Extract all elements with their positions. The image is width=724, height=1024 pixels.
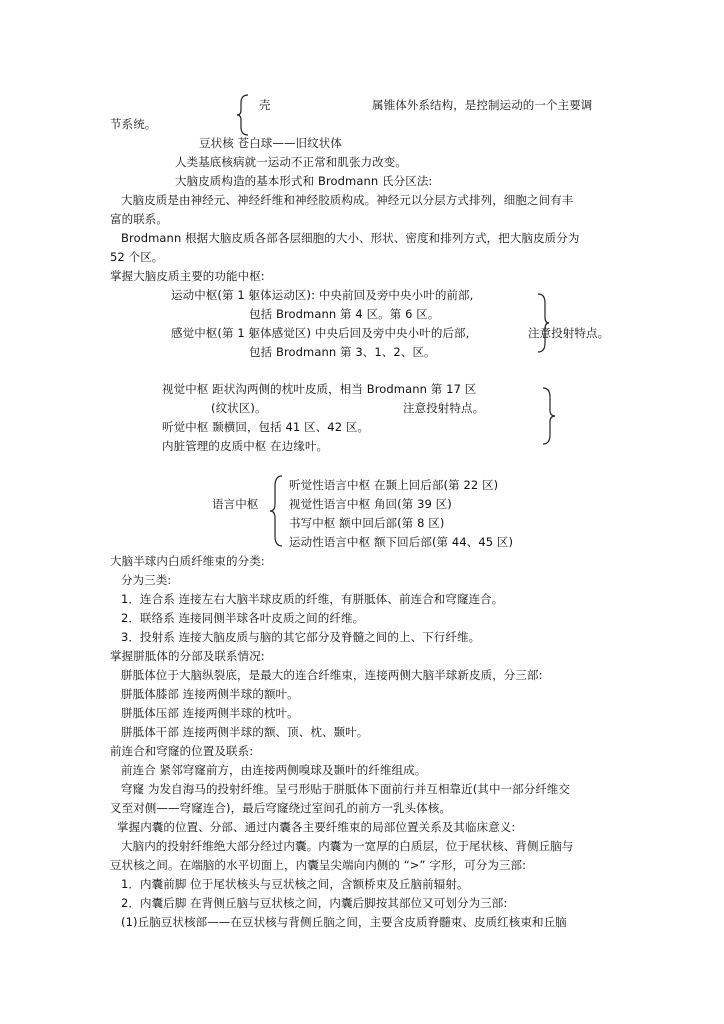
sensory-center-line: 感觉中枢(第 1 躯体感觉区) 中央后回及旁中央小叶的后部,: [171, 326, 470, 340]
corpus-callosum-intro: 胼胝体位于大脑纵裂底，是最大的连合纤维束，连接两侧大脑半球新皮质，分三部:: [121, 668, 543, 682]
disease-line: 人类基底核病就一运动不正常和肌张力改变。: [175, 155, 407, 169]
fiber-item: 2．联络系 连接同侧半球各叶皮质之间的纤维。: [121, 611, 365, 625]
capsule-item2: 2．内囊后脚 在背侧丘脑与豆状核之间，内囊后脚按其部位又可划分为三部:: [121, 896, 508, 910]
left-brace-language: [268, 475, 284, 547]
corpus-callosum-part: 胼胝体压部 连接两侧半球的枕叶。: [121, 706, 299, 720]
intro-line2: 节系统。: [110, 117, 157, 131]
visual-center-line: 视觉中枢 距状沟两侧的枕叶皮质，相当 Brodmann 第 17 区: [162, 382, 477, 396]
cortex-p2-line1: Brodmann 根据大脑皮质各部各层细胞的大小、形状、密度和排列方式，把大脑皮质分为: [121, 231, 580, 245]
fiber-item: 1．连合系 连接左右大脑半球皮质的纤维，有胼胝体、前连合和穹窿连合。: [121, 592, 504, 606]
lentiform-line: 豆状核 苍白球——旧纹状体: [199, 136, 342, 150]
corpus-callosum-heading: 掌握胼胝体的分部及联系情况:: [110, 649, 265, 663]
left-brace-intro: [236, 94, 250, 136]
cortex-heading: 大脑皮质构造的基本形式和 Brodmann 氏分区法:: [175, 174, 433, 188]
language-item: 听觉性语言中枢 在颞上回后部(第 22 区): [289, 478, 499, 492]
corpus-callosum-part: 胼胝体膝部 连接两侧半球的额叶。: [121, 687, 299, 701]
capsule-item1: 1．内囊前脚 位于尾状核头与豆状核之间，含额桥束及丘脑前辐射。: [121, 877, 469, 891]
language-item: 书写中枢 额中回后部(第 8 区): [289, 516, 445, 530]
language-center-label: 语言中枢: [212, 497, 259, 511]
visceral-center-line: 内脏管理的皮质中枢 在边缘叶。: [162, 439, 329, 453]
visual-center-sub: (纹状区)。: [211, 401, 267, 415]
cortex-p1-line2: 富的联系。: [110, 212, 168, 226]
fiber-item: 3．投射系 连接大脑皮质与脑的其它部分及脊髓之间的上、下行纤维。: [121, 630, 481, 644]
cortex-p1-line1: 大脑皮质是由神经元、神经纤维和神经胶质构成。神经元以分层方式排列，细胞之间有丰: [121, 193, 574, 207]
fornix-line2: 叉至对侧——穹窿连合)，最后穹窿绕过室间孔的前方一乳头体核。: [110, 801, 451, 815]
language-item: 运动性语言中枢 额下回后部(第 44、45 区): [289, 535, 514, 549]
motor-center-line: 运动中枢(第 1 躯体运动区): 中央前回及旁中央小叶的前部,: [171, 288, 474, 302]
language-item: 视觉性语言中枢 角回(第 39 区): [289, 497, 452, 511]
fornix-line1: 穹窿 为发自海马的投射纤维。呈弓形贴于胼胝体下面前行并互相靠近(其中一部分纤维交: [121, 782, 571, 796]
commissure-heading: 前连合和穹窿的位置及联系:: [110, 744, 254, 758]
capsule-p-line2: 豆状核之间。在端脑的水平切面上，内囊呈尖端向内侧的 “>” 字形，可分为三部:: [110, 858, 527, 872]
fibers-heading: 大脑半球内白质纤维束的分类:: [110, 554, 265, 568]
capsule-item3: (1)丘脑豆状核部——在豆状核与背侧丘脑之间，主要含皮质脊髓束、皮质红核束和丘脑: [121, 915, 567, 929]
capsule-p-line1: 大脑内的投射纤维绝大部分经过内囊。内囊为一宽厚的白质层，位于尾状核、背侧丘脑与: [121, 839, 574, 853]
fibers-intro: 分为三类:: [121, 573, 172, 587]
extrapyramidal-text: 属锥体外系结构，是控制运动的一个主要调: [372, 98, 593, 112]
right-brace-visual: [541, 387, 557, 445]
projection-note-1: 注意投射特点。: [528, 326, 610, 340]
corpus-callosum-part: 胼胝体干部 连接两侧半球的额、顶、枕、颞叶。: [121, 725, 369, 739]
anterior-commissure-line: 前连合 紧邻穹窿前方，由连接两侧嗅球及颞叶的纤维组成。: [121, 763, 427, 777]
projection-note-2: 注意投射特点。: [403, 401, 485, 415]
centers-heading: 掌握大脑皮质主要的功能中枢:: [110, 269, 265, 283]
motor-center-areas: 包括 Brodmann 第 4 区。第 6 区。: [249, 307, 440, 321]
capsule-heading: 掌握内囊的位置、分部、通过内囊各主要纤维束的局部位置关系及其临床意义:: [117, 820, 516, 834]
shell-label: 壳: [259, 98, 271, 112]
right-brace-motor-sensory: [536, 293, 550, 353]
sensory-center-areas: 包括 Brodmann 第 3、1、2、区。: [249, 345, 436, 359]
auditory-center-line: 听觉中枢 颞横回，包括 41 区、42 区。: [162, 420, 370, 434]
cortex-p2-line2: 52 个区。: [110, 250, 164, 264]
